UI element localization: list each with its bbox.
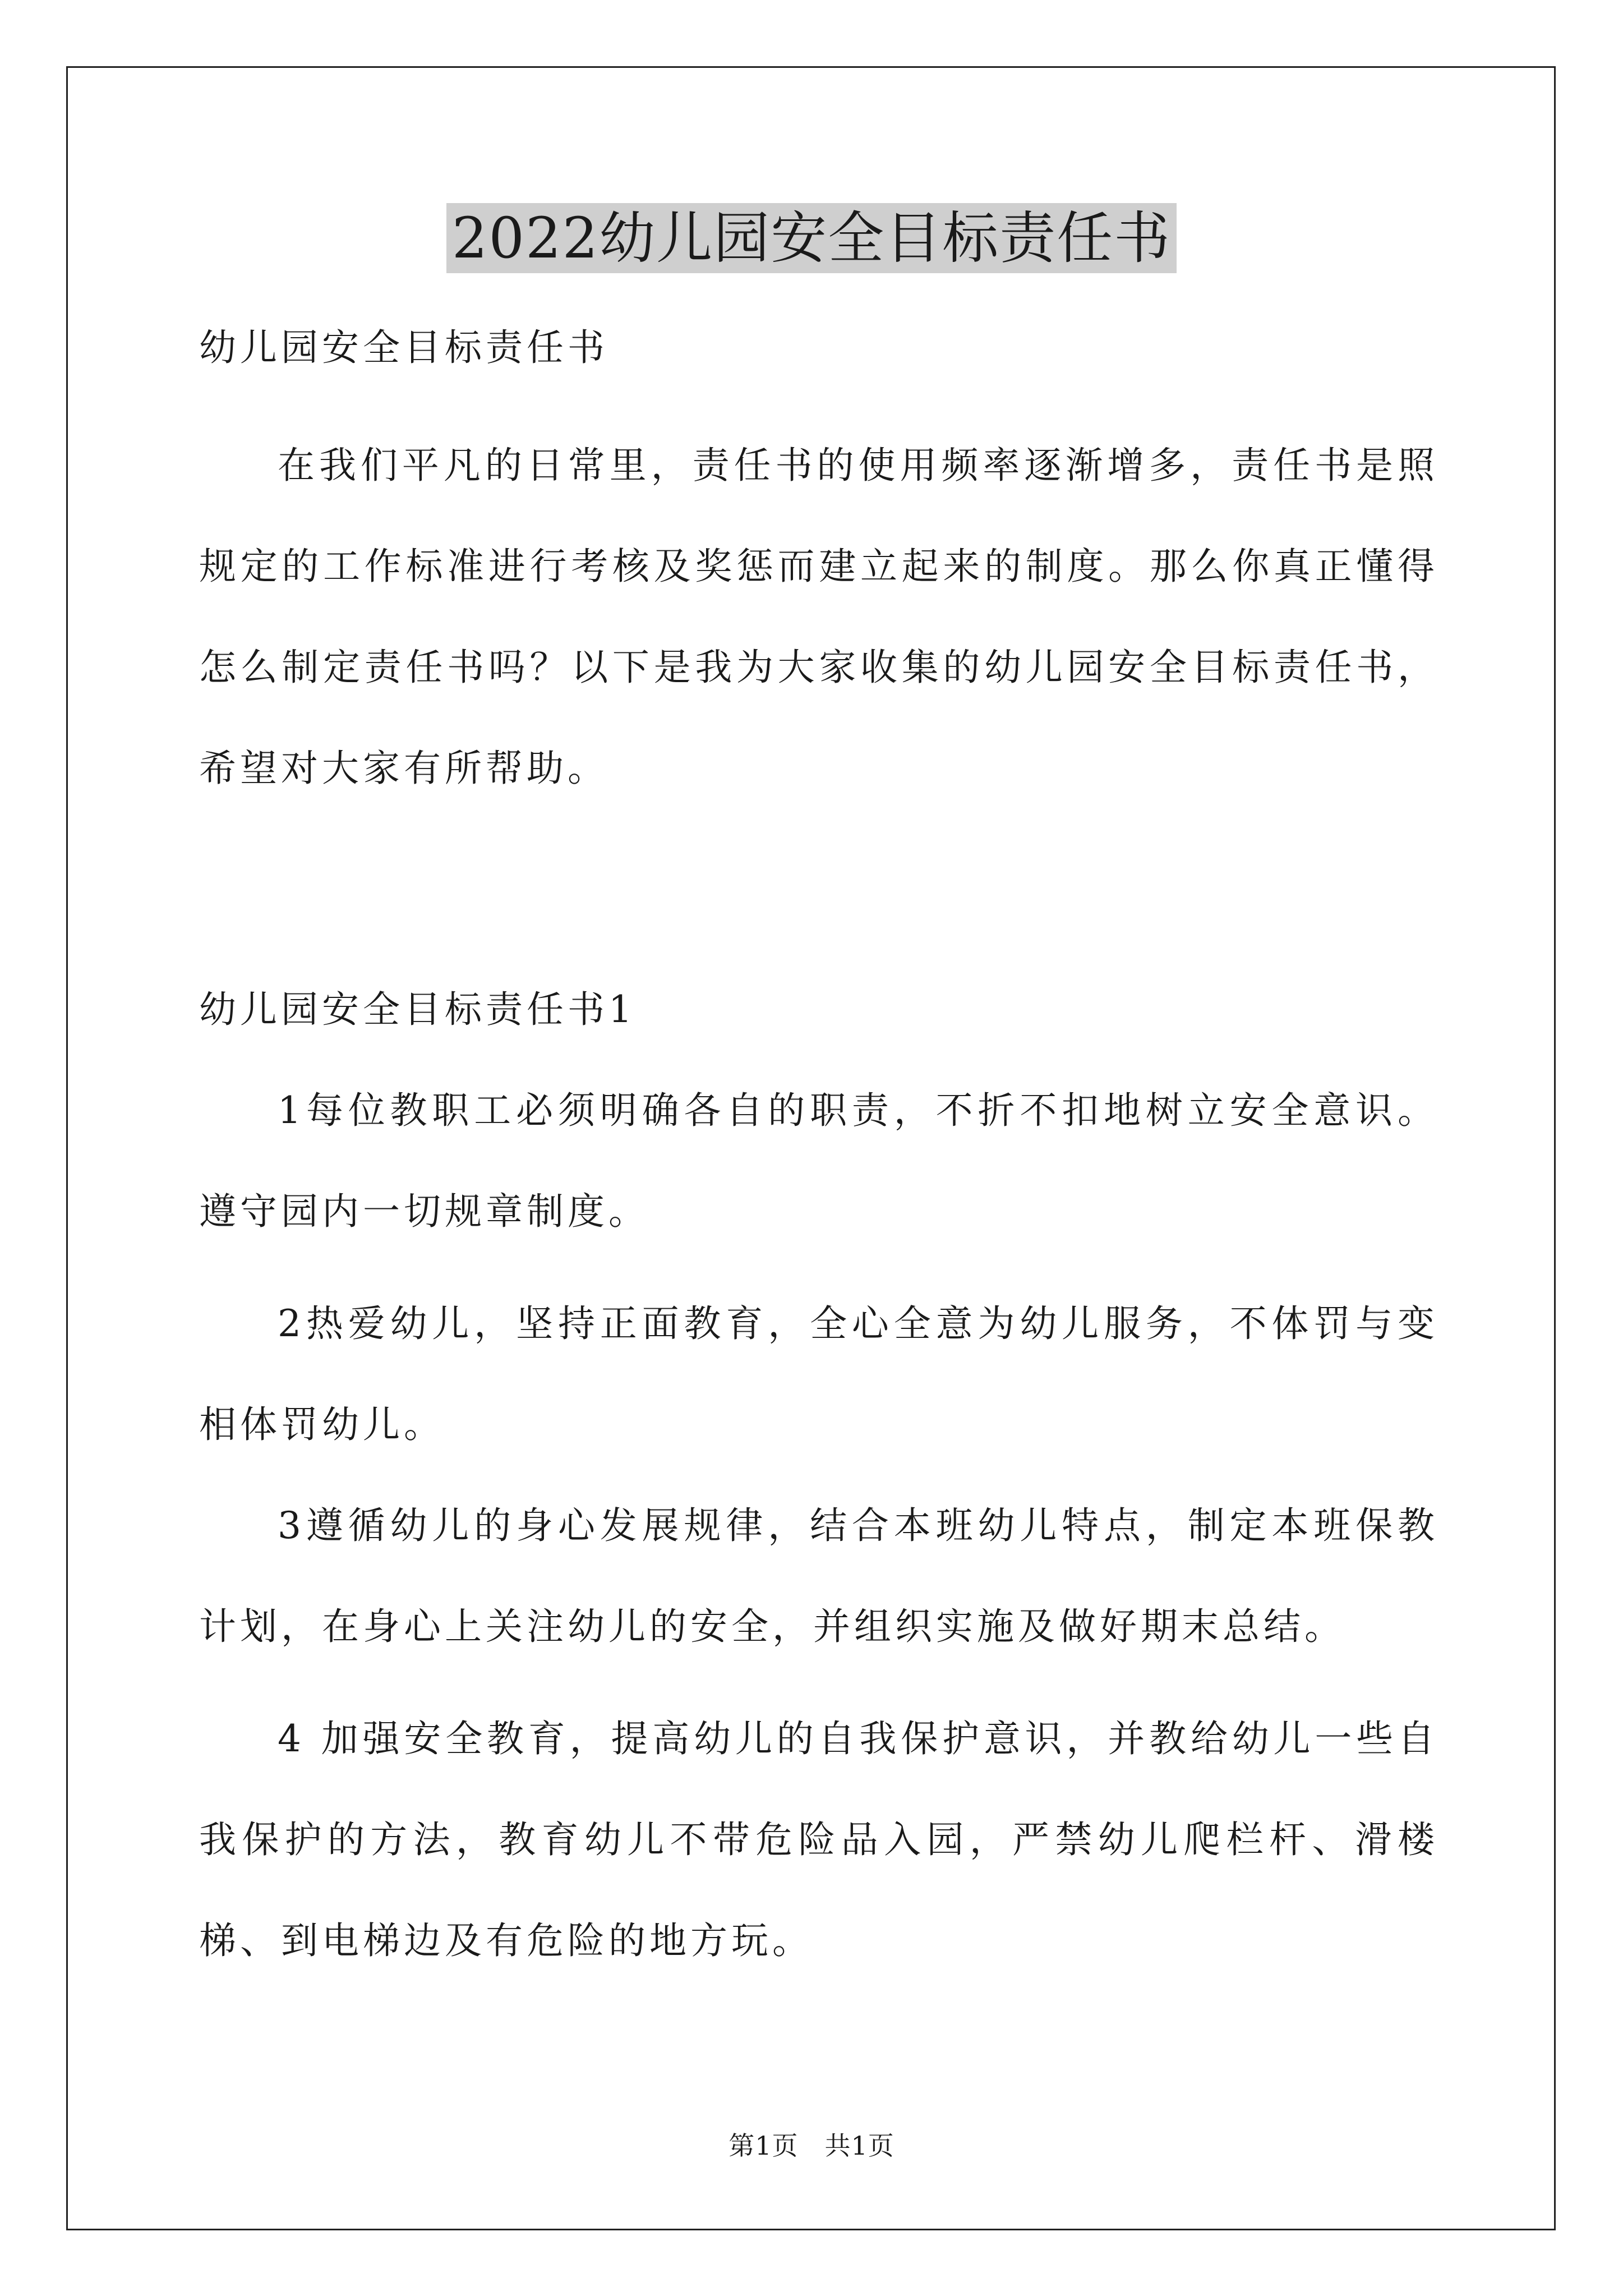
document-subtitle — [199, 297, 1438, 398]
item-text: 4 加强安全教育，提高幼儿的自我保护意识，并教给幼儿一些自我保护的方法，教育幼儿不带危险品入园，严禁幼儿爬栏杆、滑楼梯、到电梯边及有危险的地方玩。 — [199, 1717, 1438, 1962]
item-text: 2热爱幼儿，坚持正面教育，全心全意为幼儿服务，不体罚与变相体罚幼儿。 — [199, 1302, 1438, 1446]
item-text: 1每位教职工必须明确各自的职责，不折不扣地树立安全意识。遵守园内一切规章制度。 — [199, 1089, 1438, 1233]
intro-text: 在我们平凡的日常里，责任书的使用频率逐渐增多，责任书是照规定的工作标准进行考核及奖惩而建立起来的制度。那么你真正懂得怎么制定责任书吗？以下是我为大家收集的幼儿园安全目标责任书，希望对大家有所帮助。 — [199, 444, 1438, 790]
subtitle-text: 幼儿园安全目标责任书 — [199, 326, 608, 369]
section-heading — [199, 959, 1438, 1060]
item-paragraph-3 — [199, 1475, 1438, 1677]
page-number: 第1页 共1页 — [728, 2131, 895, 2161]
section-heading-text: 幼儿园安全目标责任书1 — [199, 988, 636, 1031]
page-footer — [0, 2129, 1623, 2162]
intro-paragraph — [199, 415, 1438, 819]
document-title — [0, 199, 1623, 278]
item-paragraph-2 — [199, 1273, 1438, 1475]
item-paragraph-4 — [199, 1688, 1438, 1991]
item-text: 3遵循幼儿的身心发展规律，结合本班幼儿特点，制定本班保教计划，在身心上关注幼儿的安全，并组织实施及做好期末总结。 — [199, 1504, 1438, 1648]
item-paragraph-1 — [199, 1060, 1438, 1262]
document-title-text: 2022幼儿园安全目标责任书 — [446, 203, 1177, 273]
